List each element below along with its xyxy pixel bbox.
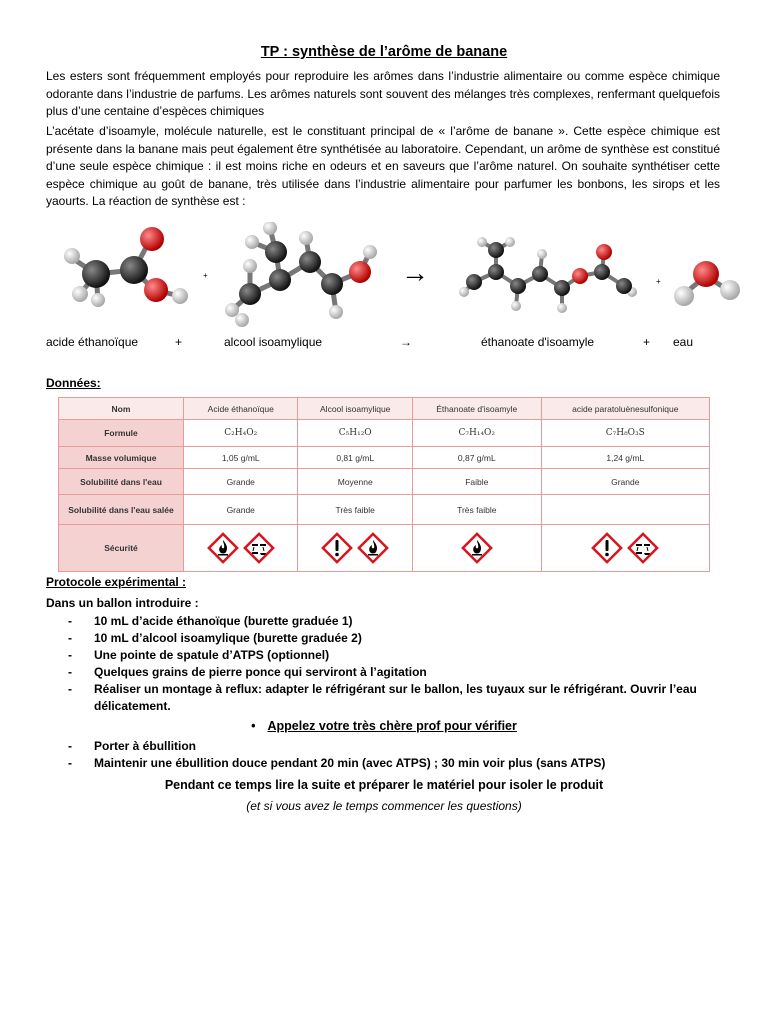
table-row-label: Solubilité dans l'eau [59, 469, 184, 495]
list-dash: - [68, 614, 72, 628]
corrosion-icon [243, 532, 275, 564]
protocole-list [46, 613, 726, 715]
list-dash: - [68, 648, 72, 662]
table-row-label: Masse volumique [59, 447, 184, 469]
label-water: eau [673, 335, 694, 349]
list-item: - Maintenir une ébullition douce pendant 20 min (avec ATPS) ; 30 min voir plus (sans ATPS) [68, 756, 606, 770]
label-isoamyl-acetate: éthanoate d'isoamyle [481, 335, 595, 349]
label-plus-2: + [643, 335, 651, 349]
water-molecule [668, 256, 746, 312]
corrosion-icon [627, 532, 659, 564]
closing-instruction: Pendant ce temps lire la suite et préparer le matériel pour isoler le produit [164, 778, 604, 792]
protocole-heading: Protocole expérimental : [46, 575, 187, 589]
table-cell: 0,87 g/mL [412, 447, 541, 469]
table-cell-safety [298, 525, 412, 572]
protocole-intro: Dans un ballon introduire : [46, 596, 199, 610]
table-row-formula [59, 420, 710, 447]
bullet-icon: • [251, 719, 256, 733]
closing-subtext: (et si vous avez le temps commencer les questions) [246, 799, 522, 813]
table-row-header [59, 398, 710, 420]
acetic-acid-molecule [58, 222, 198, 312]
list-item: - 10 mL d’acide éthanoïque (burette graduée 1) [68, 614, 353, 628]
isoamyl-alcohol-molecule [210, 222, 390, 332]
table-cell-header: Éthanoate d'isoamyle [412, 398, 541, 420]
list-item: - Une pointe de spatule d’ATPS (optionnel) [68, 648, 330, 662]
table-cell: Grande [541, 469, 709, 495]
reaction-arrow-large: → [401, 257, 429, 288]
callout-line [0, 719, 768, 733]
table-row-solubility-salt-water [59, 495, 710, 525]
exclamation-icon [591, 532, 623, 564]
table-cell: Moyenne [298, 469, 412, 495]
table-cell: 1,05 g/mL [184, 447, 298, 469]
table-row-label: Solubilité dans l'eau salée [59, 495, 184, 525]
list-dash: - [68, 665, 72, 679]
table-cell [541, 495, 709, 525]
table-cell: C₂H₄O₂ [184, 420, 298, 447]
protocole-list-2 [46, 738, 726, 772]
intro-paragraph-2: L’acétate d’isoamyle, molécule naturelle, est le constituant principal de « l’arôme de banane ». Cette espèce chimique est présente dans la banane mais peut également être synthétisée au laboratoire. Cependant, un arôme de synthèse est constitué d’une seule espèce chimique : il est moins riche en odeurs et en saveurs que l’arôme naturel. On souhaite synthétiser cette espèce chimique au goût de banane, très utilisée dans l’industrie alimentaire pour parfumer les bonbons, les sirops et les yaourts. La réaction de synthèse est : [46, 124, 720, 208]
table-cell: 1,24 g/mL [541, 447, 709, 469]
table-row-density [59, 447, 710, 469]
data-table [58, 397, 710, 572]
label-isoamyl-alcohol: alcool isoamylique [224, 335, 323, 349]
table-row-solubility-water [59, 469, 710, 495]
table-cell-header: Acide éthanoïque [184, 398, 298, 420]
list-dash: - [68, 682, 72, 696]
intro-paragraph-1: Les esters sont fréquemment employés pour reproduire les arômes dans l’industrie alimentaire ou comme espèce chimique odorante dans l’industrie de parfums. Les arômes naturels sont souvent des mélanges très complexes, renfermant quelquefois plus d’une centaine d’espèces chimiques [46, 69, 720, 118]
table-cell-header: Nom [59, 398, 184, 420]
flame-icon [357, 532, 389, 564]
table-cell-header: Alcool isoamylique [298, 398, 412, 420]
label-arrow: → [400, 335, 412, 349]
list-dash: - [68, 739, 72, 753]
table-cell: C₇H₈O₃S [541, 420, 709, 447]
list-dash: - [68, 756, 72, 770]
table-cell-header: acide paratoluènesulfonique [541, 398, 709, 420]
table-cell-safety [541, 525, 709, 572]
flame-icon [207, 532, 239, 564]
table-cell-safety [184, 525, 298, 572]
table-cell: C₇H₁₄O₂ [412, 420, 541, 447]
table-row-safety [59, 525, 710, 572]
table-cell: Grande [184, 469, 298, 495]
table-row-label: Sécurité [59, 525, 184, 572]
table-cell: 0,81 g/mL [298, 447, 412, 469]
flame-icon [461, 532, 493, 564]
label-acetic-acid: acide éthanoïque [46, 335, 139, 349]
table-cell: Très faible [298, 495, 412, 525]
label-plus-1: + [175, 335, 183, 349]
list-item: - Porter à ébullition [68, 739, 197, 753]
table-cell: Faible [412, 469, 541, 495]
callout-text: Appelez votre très chère prof pour vérifier [267, 719, 517, 733]
page-title: TP : synthèse de l’arôme de banane [260, 44, 508, 60]
table-cell: Grande [184, 495, 298, 525]
table-cell: Très faible [412, 495, 541, 525]
list-item: - Réaliser un montage à reflux: adapter le réfrigérant sur le ballon, les tuyaux sur le réfrigérant. Ouvrir l’eau délicatement. [68, 682, 697, 713]
table-row-label: Formule [59, 420, 184, 447]
table-cell: C₅H₁₂O [298, 420, 412, 447]
table-cell-safety [412, 525, 541, 572]
list-item: - 10 mL d’alcool isoamylique (burette graduée 2) [68, 631, 362, 645]
list-dash: - [68, 631, 72, 645]
exclamation-icon [321, 532, 353, 564]
reaction-plus-small-2: + [656, 277, 661, 286]
list-item: - Quelques grains de pierre ponce qui serviront à l’agitation [68, 665, 427, 679]
isoamyl-acetate-molecule [456, 232, 646, 322]
donnees-heading: Données: [46, 376, 101, 390]
reaction-plus-small-1: + [203, 271, 208, 280]
